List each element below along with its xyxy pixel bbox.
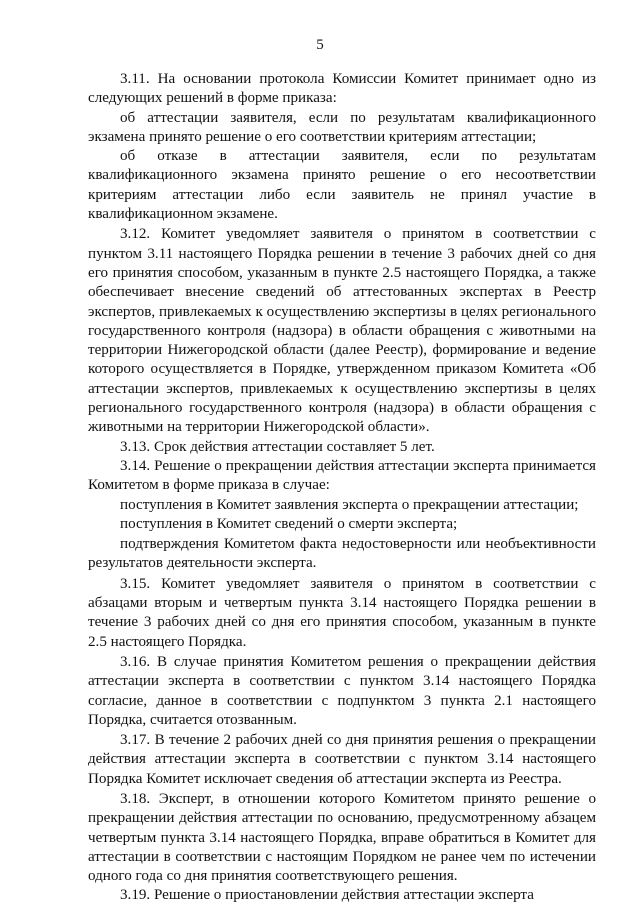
paragraph-3-19: 3.19. Решение о приостановлении действия аттестации эксперта bbox=[120, 887, 534, 904]
paragraph-3-12: 3.12. Комитет уведомляет заявителя о принятом в соответствии с пунктом 3.11 настоящего Порядка решении в течение 3 рабочих дней со дня его принятия способом, указанным в пункте 2.5 настоящего Порядка, а также обеспечивает внесение сведений об аттестованных экспертах в Реестр экспертов, привлекаемых к осуществлению экспертизы в целях регионального государственного контроля (надзора) в области обращения с животными на территории Нижегородской области (далее Реестр), формирование и ведение которого осуществляется в Порядке, утвержденном приказом Комитета «Об аттестации экспертов, привлекаемых к осуществлению экспертизы в целях регионального государственного контроля (надзора) в области обращения с животными на территории Нижегородской области». bbox=[88, 226, 596, 436]
page-number: 5 bbox=[316, 37, 324, 53]
paragraph-3-14-case-1: поступления в Комитет заявления эксперта о прекращении аттестации; bbox=[120, 496, 579, 513]
paragraph-3-11: 3.11. На основании протокола Комиссии Комитет принимает одно из следующих решений в форме приказа: bbox=[88, 71, 596, 107]
paragraph-3-14-case-2: поступления в Комитет сведений о смерти эксперта; bbox=[120, 515, 458, 532]
paragraph-decision-attestation: об аттестации заявителя, если по результатам квалификационного экзамена принято решение о его соответствии критериям аттестации; bbox=[88, 109, 596, 145]
document-body bbox=[88, 70, 596, 906]
paragraph-3-16: 3.16. В случае принятия Комитетом решения о прекращении действия аттестации эксперта в соответствии с пунктом 3.14 настоящего Порядка согласие, данное в соответствии с подпунктом 3 пункта 2.1 настоящего Порядка, считается отозванным. bbox=[88, 653, 596, 728]
paragraph-decision-refusal: об отказе в аттестации заявителя, если по результатам квалификационного экзамена принято решение о его несоответствии критериям аттестации либо если заявитель не принял участие в квалификационном экзамене. bbox=[88, 148, 596, 223]
paragraph-3-15: 3.15. Комитет уведомляет заявителя о принятом в соответствии с абзацами вторым и четвертым пункта 3.14 настоящего Порядка решении в течение 3 рабочих дней со дня его принятия способом, указанным в пункте 2.5 настоящего Порядка. bbox=[88, 575, 596, 650]
paragraph-3-17: 3.17. В течение 2 рабочих дней со дня принятия решения о прекращении действия аттестации эксперта в соответствии с пунктом 3.14 настоящего Порядка Комитет исключает сведения об аттестации эксперта из Реестра. bbox=[88, 732, 596, 787]
paragraph-3-14-case-3: подтверждения Комитетом факта недостоверности или необъективности результатов деятельности эксперта. bbox=[88, 536, 596, 572]
paragraph-3-14: 3.14. Решение о прекращении действия аттестации эксперта принимается Комитетом в форме приказа в случае: bbox=[88, 457, 596, 494]
paragraph-3-18: 3.18. Эксперт, в отношении которого Комитетом принято решение о прекращении действия аттестации по основанию, предусмотренному абзацем четвертым пункта 3.14 настоящего Порядка, вправе обратиться в Комитет для аттестации в соответствии с настоящим Порядком не ранее чем по истечении одного года со дня принятия соответствующего решения. bbox=[88, 790, 596, 885]
paragraph-3-13: 3.13. Срок действия аттестации составляет 5 лет. bbox=[120, 438, 435, 455]
